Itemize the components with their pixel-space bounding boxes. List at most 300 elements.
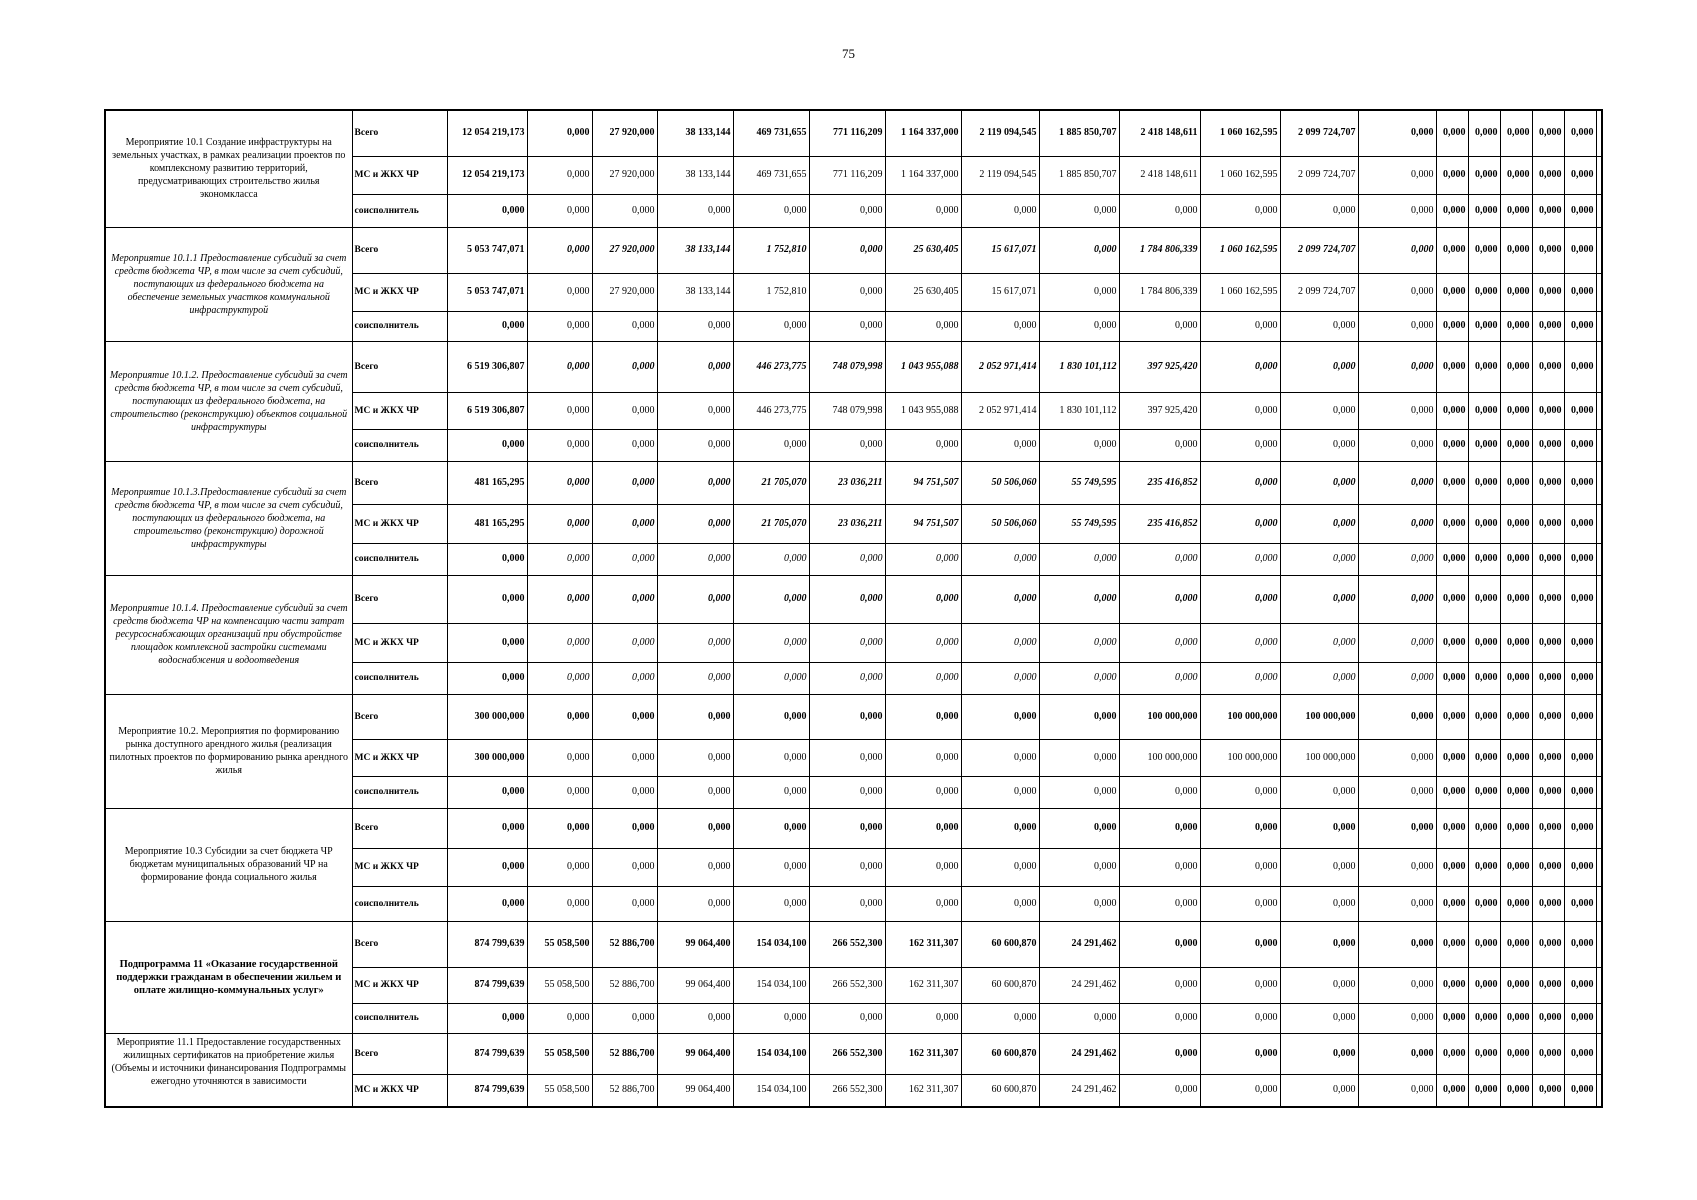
year-value: 24 291,462 (1039, 1074, 1119, 1107)
activity-name: Мероприятие 10.1 Создание инфраструктуры на земельных участках, в рамках реализации проектов по комплексному развитию территорий, предусматривающих строительство жилья экономкласса (105, 110, 352, 227)
year-value: 0,000 (592, 886, 657, 921)
year-value: 0,000 (657, 194, 733, 227)
table-row (105, 341, 1602, 392)
year-value: 0,000 (961, 1003, 1039, 1033)
extra-year-value: 0,000 (1500, 429, 1532, 461)
year-value: 0,000 (1280, 341, 1358, 392)
year-value: 0,000 (961, 694, 1039, 739)
year-value: 0,000 (1358, 623, 1436, 662)
year-value: 100 000,000 (1119, 739, 1200, 776)
year-value: 0,000 (1039, 886, 1119, 921)
year-value: 0,000 (733, 886, 809, 921)
extra-year-value: 0,000 (1532, 694, 1564, 739)
year-value: 397 925,420 (1119, 392, 1200, 429)
year-value: 0,000 (1200, 392, 1280, 429)
funding-source: МС и ЖКХ ЧР (352, 273, 447, 311)
year-value: 0,000 (885, 662, 961, 694)
extra-year-value: 0,000 (1436, 694, 1468, 739)
year-value: 0,000 (657, 739, 733, 776)
year-value: 60 600,870 (961, 1033, 1039, 1074)
extra-year-value: 0,000 (1468, 543, 1500, 575)
year-value: 0,000 (961, 429, 1039, 461)
year-value: 0,000 (1200, 504, 1280, 543)
year-value: 0,000 (1039, 194, 1119, 227)
extra-year-value: 0,000 (1436, 1074, 1468, 1107)
year-value: 0,000 (1039, 739, 1119, 776)
year-value: 2 052 971,414 (961, 341, 1039, 392)
extra-year-value: 0,000 (1564, 694, 1596, 739)
extra-year-value: 0,000 (1436, 194, 1468, 227)
year-value: 0,000 (1200, 848, 1280, 886)
year-value: 0,000 (961, 886, 1039, 921)
extra-year-value: 0,000 (1564, 110, 1596, 156)
extra-year-value: 0,000 (1468, 739, 1500, 776)
year-value: 0,000 (1039, 311, 1119, 341)
extra-year-value: 0,000 (1468, 461, 1500, 504)
year-value: 55 749,595 (1039, 461, 1119, 504)
extra-year-value: 0,000 (1500, 575, 1532, 623)
year-value: 21 705,070 (733, 461, 809, 504)
year-value: 0,000 (885, 543, 961, 575)
year-value: 162 311,307 (885, 967, 961, 1003)
year-value: 0,000 (1280, 461, 1358, 504)
table-edge-cell (1596, 886, 1602, 921)
extra-year-value: 0,000 (1564, 392, 1596, 429)
year-value: 0,000 (1039, 848, 1119, 886)
extra-year-value: 0,000 (1500, 694, 1532, 739)
extra-year-value: 0,000 (1532, 504, 1564, 543)
year-value: 0,000 (1280, 543, 1358, 575)
extra-year-value: 0,000 (1468, 1033, 1500, 1074)
extra-year-value: 0,000 (1500, 1074, 1532, 1107)
year-value: 2 099 724,707 (1280, 227, 1358, 273)
extra-year-value: 0,000 (1500, 543, 1532, 575)
extra-year-value: 0,000 (1532, 429, 1564, 461)
year-value: 1 043 955,088 (885, 392, 961, 429)
year-value: 15 617,071 (961, 273, 1039, 311)
extra-year-value: 0,000 (1436, 1033, 1468, 1074)
extra-year-value: 0,000 (1532, 461, 1564, 504)
year-value: 0,000 (527, 194, 592, 227)
year-value: 0,000 (885, 848, 961, 886)
total-value: 481 165,295 (447, 461, 527, 504)
total-value: 874 799,639 (447, 921, 527, 967)
year-value: 2 418 148,611 (1119, 156, 1200, 194)
year-value: 100 000,000 (1280, 694, 1358, 739)
funding-source: соисполнитель (352, 776, 447, 808)
year-value: 1 752,810 (733, 227, 809, 273)
year-value: 771 116,209 (809, 110, 885, 156)
year-value: 0,000 (1358, 1033, 1436, 1074)
year-value: 0,000 (1200, 575, 1280, 623)
funding-source: соисполнитель (352, 543, 447, 575)
total-value: 6 519 306,807 (447, 392, 527, 429)
extra-year-value: 0,000 (1532, 341, 1564, 392)
funding-source: Всего (352, 1033, 447, 1074)
extra-year-value: 0,000 (1532, 311, 1564, 341)
activity-name: Подпрограмма 11 «Оказание государственной поддержки гражданам в обеспечении жильем и оплате жилищно-коммунальных услуг» (105, 921, 352, 1033)
year-value: 0,000 (657, 1003, 733, 1033)
year-value: 0,000 (1358, 504, 1436, 543)
year-value: 748 079,998 (809, 341, 885, 392)
total-value: 12 054 219,173 (447, 156, 527, 194)
year-value: 0,000 (1358, 273, 1436, 311)
year-value: 21 705,070 (733, 504, 809, 543)
table-edge-cell (1596, 194, 1602, 227)
year-value: 0,000 (1039, 575, 1119, 623)
year-value: 52 886,700 (592, 967, 657, 1003)
extra-year-value: 0,000 (1532, 623, 1564, 662)
extra-year-value: 0,000 (1436, 429, 1468, 461)
year-value: 0,000 (809, 808, 885, 848)
year-value: 235 416,852 (1119, 504, 1200, 543)
year-value: 0,000 (657, 575, 733, 623)
extra-year-value: 0,000 (1500, 227, 1532, 273)
extra-year-value: 0,000 (1436, 392, 1468, 429)
year-value: 446 273,775 (733, 341, 809, 392)
extra-year-value: 0,000 (1532, 848, 1564, 886)
year-value: 0,000 (527, 739, 592, 776)
total-value: 300 000,000 (447, 739, 527, 776)
table-edge-cell (1596, 311, 1602, 341)
year-value: 0,000 (1280, 1074, 1358, 1107)
year-value: 99 064,400 (657, 921, 733, 967)
table-edge-cell (1596, 848, 1602, 886)
extra-year-value: 0,000 (1500, 921, 1532, 967)
year-value: 0,000 (657, 662, 733, 694)
year-value: 266 552,300 (809, 921, 885, 967)
activity-name: Мероприятие 10.1.1 Предоставление субсидий за счет средств бюджета ЧР, в том числе за счет субсидий, поступающих из федерального бюджета на обеспечение земельных участков коммунальной инфраструктурой (105, 227, 352, 341)
year-value: 0,000 (1358, 967, 1436, 1003)
extra-year-value: 0,000 (1532, 194, 1564, 227)
funding-source: Всего (352, 110, 447, 156)
year-value: 0,000 (1280, 776, 1358, 808)
year-value: 100 000,000 (1200, 694, 1280, 739)
funding-source: Всего (352, 808, 447, 848)
extra-year-value: 0,000 (1436, 575, 1468, 623)
extra-year-value: 0,000 (1532, 1003, 1564, 1033)
year-value: 0,000 (1119, 1003, 1200, 1033)
funding-source: соисполнитель (352, 311, 447, 341)
year-value: 99 064,400 (657, 967, 733, 1003)
year-value: 0,000 (809, 227, 885, 273)
table-row (105, 808, 1602, 848)
year-value: 0,000 (1280, 311, 1358, 341)
table-edge-cell (1596, 110, 1602, 156)
extra-year-value: 0,000 (1564, 194, 1596, 227)
year-value: 38 133,144 (657, 110, 733, 156)
extra-year-value: 0,000 (1500, 808, 1532, 848)
year-value: 0,000 (885, 739, 961, 776)
year-value: 154 034,100 (733, 921, 809, 967)
year-value: 0,000 (961, 575, 1039, 623)
extra-year-value: 0,000 (1468, 156, 1500, 194)
extra-year-value: 0,000 (1564, 227, 1596, 273)
table-edge-cell (1596, 156, 1602, 194)
year-value: 0,000 (1358, 776, 1436, 808)
extra-year-value: 0,000 (1564, 739, 1596, 776)
year-value: 0,000 (1280, 967, 1358, 1003)
year-value: 0,000 (733, 575, 809, 623)
total-value: 6 519 306,807 (447, 341, 527, 392)
year-value: 27 920,000 (592, 227, 657, 273)
table-edge-cell (1596, 461, 1602, 504)
extra-year-value: 0,000 (1500, 776, 1532, 808)
year-value: 0,000 (1200, 429, 1280, 461)
year-value: 1 752,810 (733, 273, 809, 311)
extra-year-value: 0,000 (1436, 461, 1468, 504)
page-number: 75 (842, 46, 855, 61)
extra-year-value: 0,000 (1532, 886, 1564, 921)
extra-year-value: 0,000 (1468, 429, 1500, 461)
extra-year-value: 0,000 (1564, 504, 1596, 543)
extra-year-value: 0,000 (1564, 808, 1596, 848)
year-value: 0,000 (1039, 543, 1119, 575)
extra-year-value: 0,000 (1564, 1074, 1596, 1107)
year-value: 0,000 (527, 575, 592, 623)
year-value: 0,000 (592, 311, 657, 341)
year-value: 0,000 (733, 543, 809, 575)
year-value: 0,000 (527, 461, 592, 504)
extra-year-value: 0,000 (1532, 543, 1564, 575)
activity-name: Мероприятие 10.2. Мероприятия по формированию рынка доступного арендного жилья (реализация пилотных проектов по формированию рынка арендного жилья (105, 694, 352, 808)
year-value: 469 731,655 (733, 156, 809, 194)
year-value: 100 000,000 (1280, 739, 1358, 776)
year-value: 162 311,307 (885, 1033, 961, 1074)
year-value: 0,000 (1200, 886, 1280, 921)
extra-year-value: 0,000 (1564, 461, 1596, 504)
year-value: 0,000 (1280, 1033, 1358, 1074)
activity-name: Мероприятие 10.1.2. Предоставление субсидий за счет средств бюджета ЧР, в том числе за счет субсидий, поступающих из федерального бюджета, на строительство (реконструкцию) объектов социальной инфраструктуры (105, 341, 352, 461)
extra-year-value: 0,000 (1532, 967, 1564, 1003)
year-value: 0,000 (1039, 1003, 1119, 1033)
financing-table (104, 109, 1603, 1108)
extra-year-value: 0,000 (1532, 156, 1564, 194)
year-value: 60 600,870 (961, 921, 1039, 967)
year-value: 0,000 (592, 392, 657, 429)
year-value: 0,000 (592, 575, 657, 623)
extra-year-value: 0,000 (1500, 886, 1532, 921)
table-edge-cell (1596, 1003, 1602, 1033)
year-value: 0,000 (1358, 848, 1436, 886)
extra-year-value: 0,000 (1468, 886, 1500, 921)
activity-name: Мероприятие 10.1.4. Предоставление субсидий за счет средств бюджета ЧР на компенсацию части затрат ресурсоснабжающих организаций при обустройстве площадок комплексной застройки системами водоснабжения и водоотведения (105, 575, 352, 694)
year-value: 0,000 (885, 776, 961, 808)
year-value: 27 920,000 (592, 156, 657, 194)
extra-year-value: 0,000 (1532, 921, 1564, 967)
total-value: 874 799,639 (447, 1074, 527, 1107)
table-edge-cell (1596, 967, 1602, 1003)
year-value: 0,000 (1200, 1003, 1280, 1033)
extra-year-value: 0,000 (1564, 543, 1596, 575)
year-value: 2 052 971,414 (961, 392, 1039, 429)
year-value: 0,000 (1039, 273, 1119, 311)
year-value: 0,000 (527, 341, 592, 392)
extra-year-value: 0,000 (1564, 967, 1596, 1003)
extra-year-value: 0,000 (1532, 808, 1564, 848)
year-value: 100 000,000 (1200, 739, 1280, 776)
table-edge-cell (1596, 662, 1602, 694)
total-value: 0,000 (447, 543, 527, 575)
extra-year-value: 0,000 (1436, 311, 1468, 341)
year-value: 50 506,060 (961, 461, 1039, 504)
year-value: 0,000 (1119, 311, 1200, 341)
year-value: 0,000 (657, 886, 733, 921)
year-value: 0,000 (1358, 1074, 1436, 1107)
funding-source: соисполнитель (352, 886, 447, 921)
total-value: 874 799,639 (447, 1033, 527, 1074)
total-value: 874 799,639 (447, 967, 527, 1003)
extra-year-value: 0,000 (1468, 504, 1500, 543)
year-value: 0,000 (1039, 662, 1119, 694)
year-value: 0,000 (657, 808, 733, 848)
total-value: 5 053 747,071 (447, 273, 527, 311)
year-value: 0,000 (1280, 662, 1358, 694)
year-value: 15 617,071 (961, 227, 1039, 273)
year-value: 0,000 (1358, 739, 1436, 776)
year-value: 24 291,462 (1039, 921, 1119, 967)
year-value: 0,000 (733, 429, 809, 461)
extra-year-value: 0,000 (1500, 311, 1532, 341)
extra-year-value: 0,000 (1532, 1033, 1564, 1074)
year-value: 0,000 (961, 808, 1039, 848)
extra-year-value: 0,000 (1500, 1003, 1532, 1033)
extra-year-value: 0,000 (1500, 156, 1532, 194)
year-value: 55 058,500 (527, 1033, 592, 1074)
extra-year-value: 0,000 (1468, 694, 1500, 739)
year-value: 0,000 (733, 694, 809, 739)
year-value: 154 034,100 (733, 967, 809, 1003)
year-value: 0,000 (961, 848, 1039, 886)
year-value: 2 099 724,707 (1280, 110, 1358, 156)
year-value: 235 416,852 (1119, 461, 1200, 504)
year-value: 0,000 (1200, 1074, 1280, 1107)
year-value: 0,000 (809, 662, 885, 694)
funding-source: Всего (352, 341, 447, 392)
extra-year-value: 0,000 (1564, 311, 1596, 341)
extra-year-value: 0,000 (1468, 194, 1500, 227)
year-value: 0,000 (1280, 808, 1358, 848)
year-value: 0,000 (1358, 311, 1436, 341)
extra-year-value: 0,000 (1500, 623, 1532, 662)
year-value: 52 886,700 (592, 1033, 657, 1074)
year-value: 0,000 (885, 194, 961, 227)
year-value: 0,000 (1119, 808, 1200, 848)
extra-year-value: 0,000 (1436, 848, 1468, 886)
year-value: 0,000 (592, 776, 657, 808)
year-value: 0,000 (1358, 662, 1436, 694)
year-value: 0,000 (1358, 392, 1436, 429)
year-value: 0,000 (1358, 341, 1436, 392)
total-value: 0,000 (447, 662, 527, 694)
extra-year-value: 0,000 (1500, 273, 1532, 311)
extra-year-value: 0,000 (1436, 623, 1468, 662)
year-value: 0,000 (527, 156, 592, 194)
year-value: 446 273,775 (733, 392, 809, 429)
table-edge-cell (1596, 575, 1602, 623)
year-value: 99 064,400 (657, 1074, 733, 1107)
extra-year-value: 0,000 (1564, 341, 1596, 392)
year-value: 0,000 (961, 194, 1039, 227)
year-value: 266 552,300 (809, 1033, 885, 1074)
year-value: 1 060 162,595 (1200, 227, 1280, 273)
year-value: 0,000 (961, 739, 1039, 776)
year-value: 0,000 (1358, 227, 1436, 273)
year-value: 0,000 (657, 694, 733, 739)
year-value: 1 060 162,595 (1200, 273, 1280, 311)
year-value: 0,000 (1358, 921, 1436, 967)
year-value: 0,000 (1039, 623, 1119, 662)
year-value: 2 099 724,707 (1280, 273, 1358, 311)
year-value: 94 751,507 (885, 504, 961, 543)
year-value: 0,000 (1358, 886, 1436, 921)
activity-name: Мероприятие 10.1.3.Предоставление субсидий за счет средств бюджета ЧР, в том числе за счет субсидий, поступающих из федерального бюджета, на строительство (реконструкцию) дорожной инфраструктуры (105, 461, 352, 575)
year-value: 0,000 (527, 808, 592, 848)
year-value: 0,000 (592, 694, 657, 739)
year-value: 0,000 (527, 662, 592, 694)
total-value: 0,000 (447, 808, 527, 848)
year-value: 100 000,000 (1119, 694, 1200, 739)
year-value: 0,000 (809, 1003, 885, 1033)
year-value: 0,000 (809, 776, 885, 808)
year-value: 1 043 955,088 (885, 341, 961, 392)
year-value: 24 291,462 (1039, 1033, 1119, 1074)
extra-year-value: 0,000 (1436, 662, 1468, 694)
year-value: 52 886,700 (592, 921, 657, 967)
year-value: 0,000 (733, 808, 809, 848)
year-value: 0,000 (885, 694, 961, 739)
year-value: 0,000 (592, 623, 657, 662)
extra-year-value: 0,000 (1468, 776, 1500, 808)
year-value: 266 552,300 (809, 967, 885, 1003)
extra-year-value: 0,000 (1532, 1074, 1564, 1107)
year-value: 0,000 (1119, 575, 1200, 623)
year-value: 0,000 (1280, 504, 1358, 543)
year-value: 0,000 (809, 886, 885, 921)
extra-year-value: 0,000 (1436, 886, 1468, 921)
extra-year-value: 0,000 (1500, 341, 1532, 392)
extra-year-value: 0,000 (1468, 662, 1500, 694)
table-edge-cell (1596, 227, 1602, 273)
total-value: 0,000 (447, 886, 527, 921)
funding-source: МС и ЖКХ ЧР (352, 1074, 447, 1107)
year-value: 0,000 (527, 504, 592, 543)
activity-name: Мероприятие 11.1 Предоставление государственных жилищных сертификатов на приобретение жилья (Объемы и источники финансирования Подпрограммы ежегодно уточняются в зависимости (105, 1033, 352, 1107)
total-value: 0,000 (447, 194, 527, 227)
year-value: 0,000 (657, 543, 733, 575)
year-value: 94 751,507 (885, 461, 961, 504)
year-value: 27 920,000 (592, 273, 657, 311)
extra-year-value: 0,000 (1564, 623, 1596, 662)
year-value: 0,000 (592, 341, 657, 392)
year-value: 0,000 (1358, 156, 1436, 194)
funding-source: МС и ЖКХ ЧР (352, 623, 447, 662)
year-value: 0,000 (1358, 429, 1436, 461)
year-value: 0,000 (592, 504, 657, 543)
extra-year-value: 0,000 (1532, 662, 1564, 694)
year-value: 0,000 (1200, 461, 1280, 504)
year-value: 0,000 (885, 623, 961, 662)
extra-year-value: 0,000 (1564, 886, 1596, 921)
year-value: 0,000 (592, 662, 657, 694)
extra-year-value: 0,000 (1436, 156, 1468, 194)
year-value: 1 060 162,595 (1200, 156, 1280, 194)
extra-year-value: 0,000 (1564, 1003, 1596, 1033)
year-value: 0,000 (809, 848, 885, 886)
extra-year-value: 0,000 (1468, 967, 1500, 1003)
year-value: 0,000 (1358, 110, 1436, 156)
extra-year-value: 0,000 (1500, 504, 1532, 543)
